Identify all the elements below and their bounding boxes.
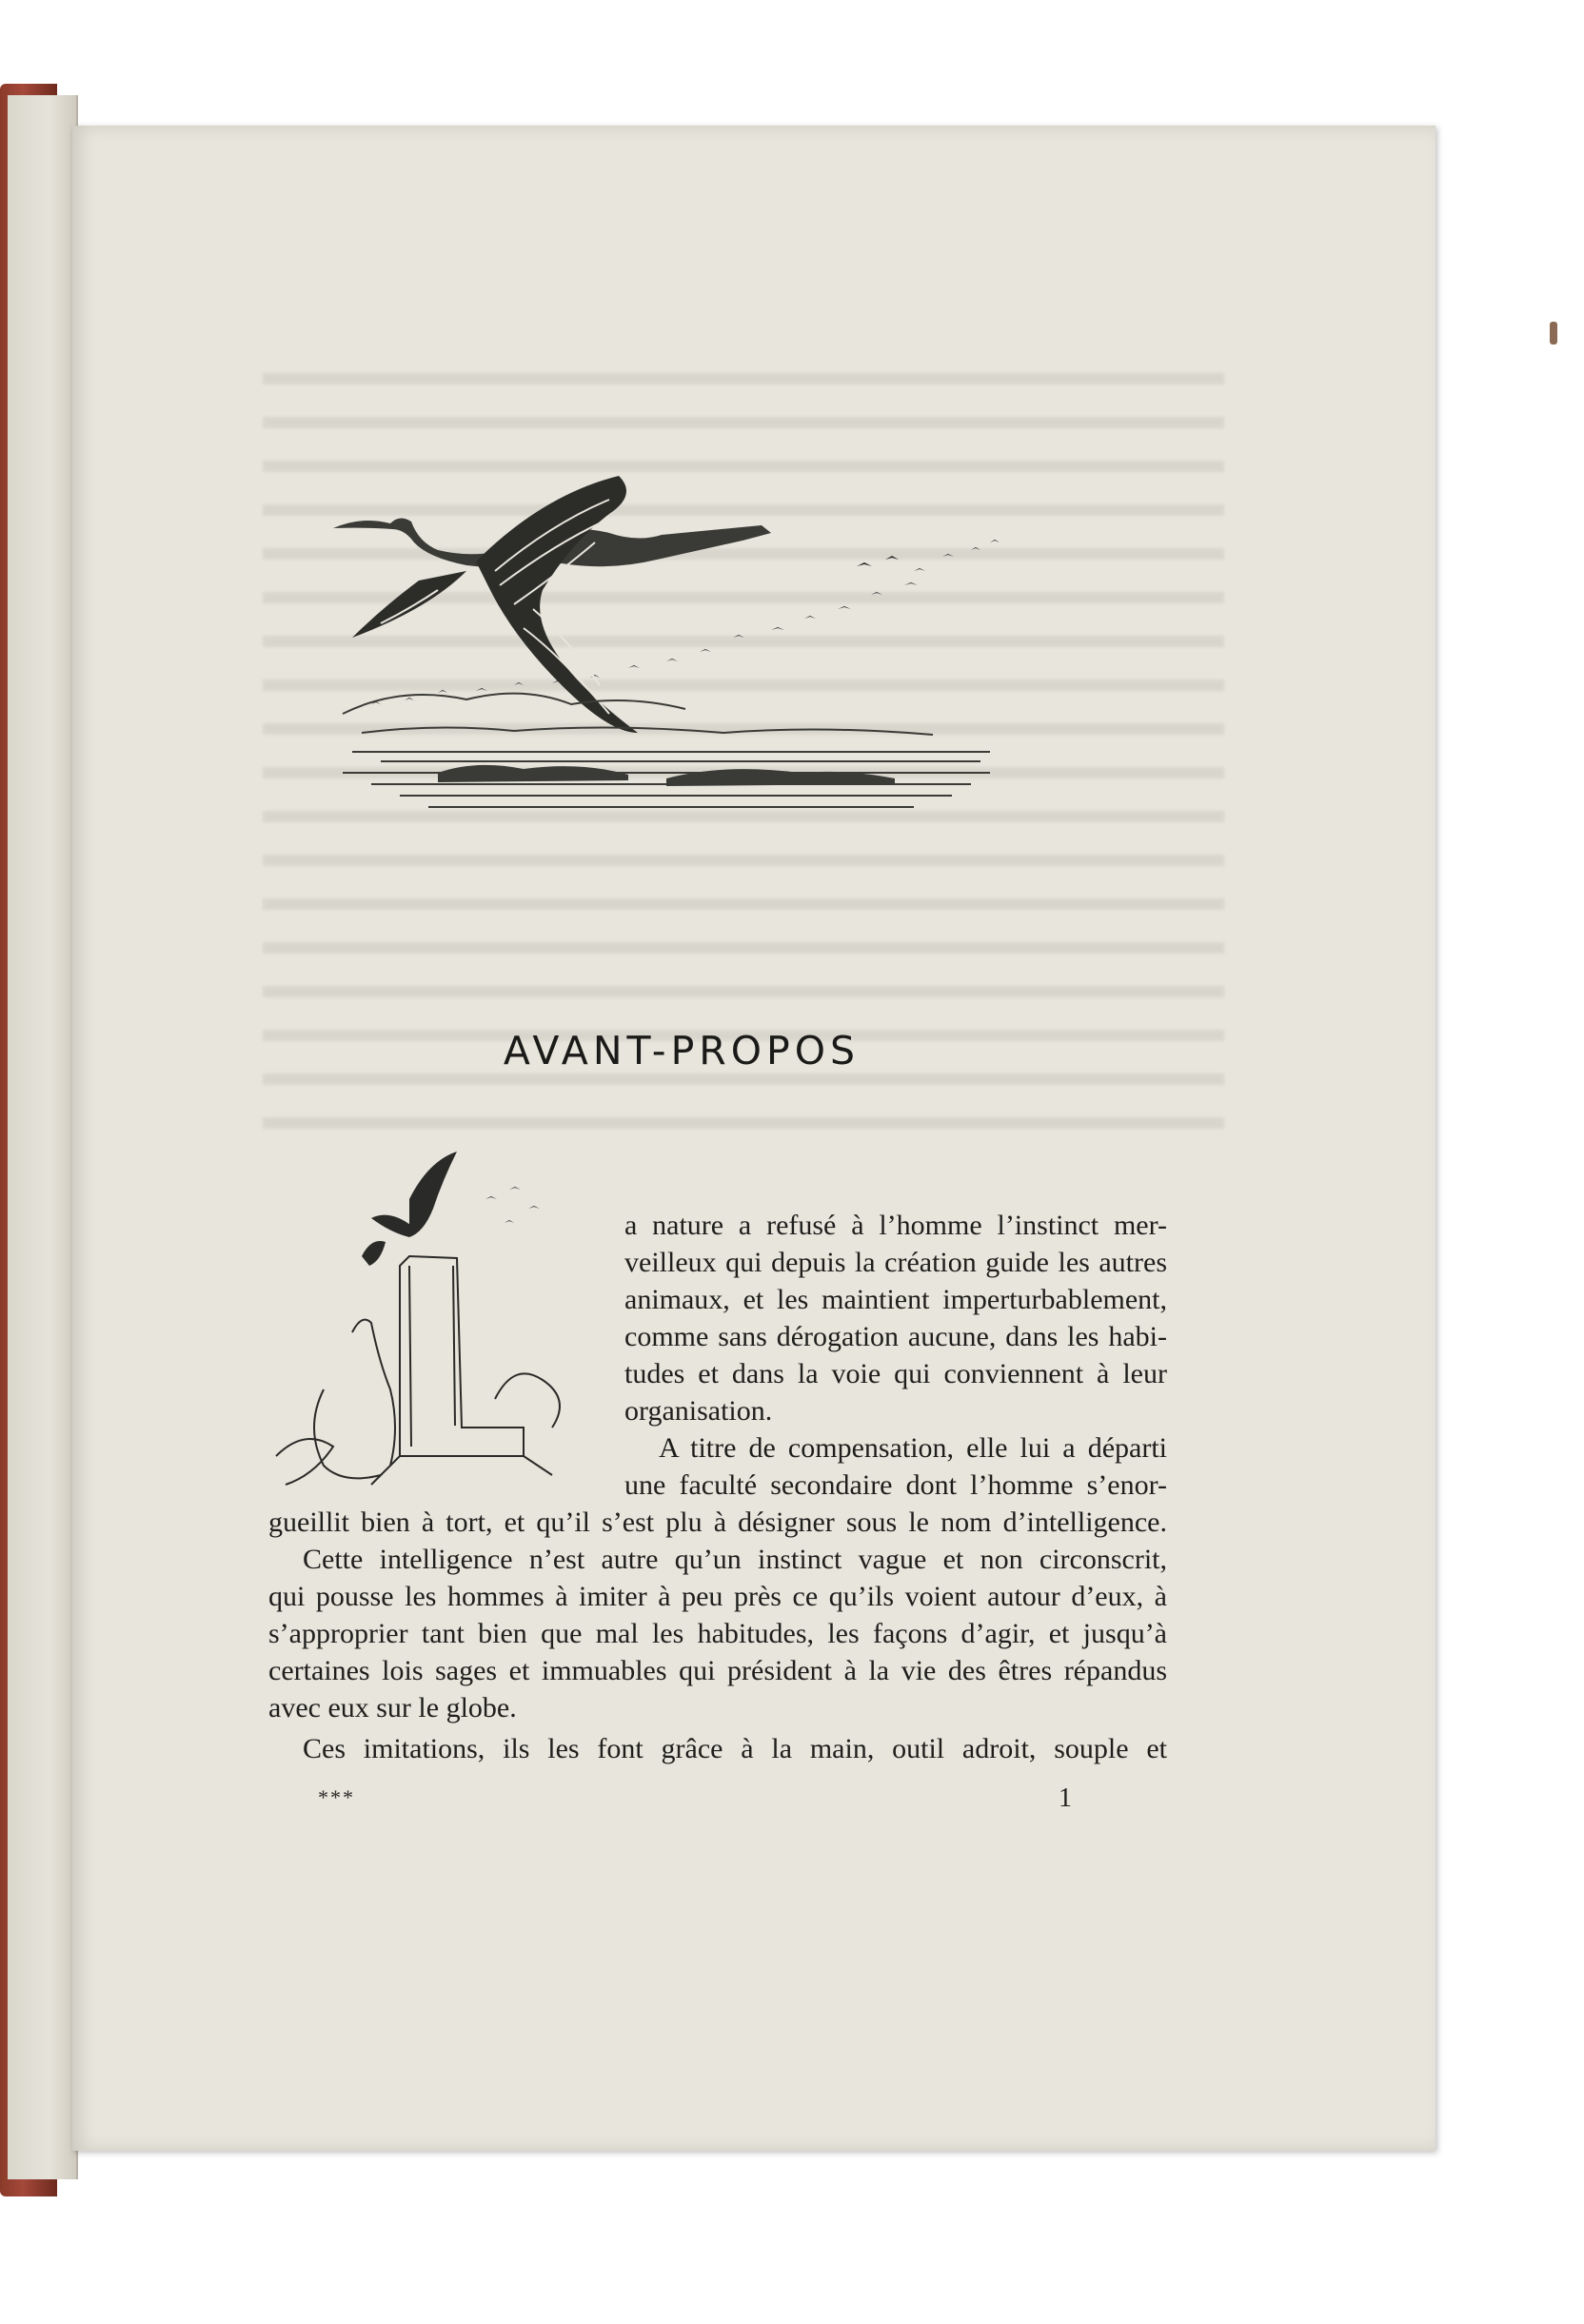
text-line: a nature a refusé à l’homme l’instinct mer- bbox=[624, 1210, 1167, 1241]
body-text bbox=[268, 1504, 1167, 1767]
landscape bbox=[343, 694, 990, 807]
book-page bbox=[72, 126, 1436, 2151]
heron-bird bbox=[333, 476, 771, 733]
text-line: gueillit bien à tort, et qu’il s’est plu à désigner sous le nom d’intelligence. bbox=[268, 1507, 1167, 1538]
paragraph-2-start bbox=[624, 1429, 1167, 1504]
paper-speck bbox=[1550, 322, 1557, 345]
text-line: veilleux qui depuis la création guide les autres bbox=[624, 1247, 1167, 1278]
text-line: organisation. bbox=[624, 1395, 773, 1427]
heron-engraving bbox=[324, 466, 1009, 828]
text-line: Cette intelligence n’est autre qu’un instinct vague et non circonscrit, bbox=[303, 1544, 1167, 1575]
decorated-initial-L bbox=[267, 1142, 600, 1504]
text-line: qui pousse les hommes à imiter à peu près ce qu’ils voient autour d’eux, à bbox=[268, 1581, 1167, 1612]
text-line: certaines lois sages et immuables qui président à la vie des êtres répandus bbox=[268, 1655, 1167, 1686]
chapter-title: AVANT-PROPOS bbox=[503, 1028, 861, 1073]
text-line: animaux, et les maintient imperturbablement, bbox=[624, 1284, 1167, 1315]
left-page-edge bbox=[8, 95, 78, 2179]
distant-town bbox=[438, 765, 895, 786]
signature-mark: *** bbox=[318, 1785, 355, 1809]
text-line: Ces imitations, ils les font grâce à la main, outil adroit, souple et bbox=[303, 1733, 1167, 1764]
text-line: tudes et dans la voie qui conviennent à leur bbox=[624, 1358, 1167, 1389]
text-line: A titre de compensation, elle lui a départi bbox=[659, 1432, 1167, 1464]
text-line: une faculté secondaire dont l’homme s’enor- bbox=[624, 1469, 1167, 1501]
paragraph-1 bbox=[624, 1207, 1167, 1429]
text-line: s’approprier tant bien que mal les habitudes, les façons d’agir, et jusqu’à bbox=[268, 1618, 1167, 1649]
page-number: 1 bbox=[1059, 1783, 1072, 1813]
text-line: comme sans dérogation aucune, dans les habi- bbox=[624, 1321, 1167, 1352]
text-line: avec eux sur le globe. bbox=[268, 1692, 517, 1723]
